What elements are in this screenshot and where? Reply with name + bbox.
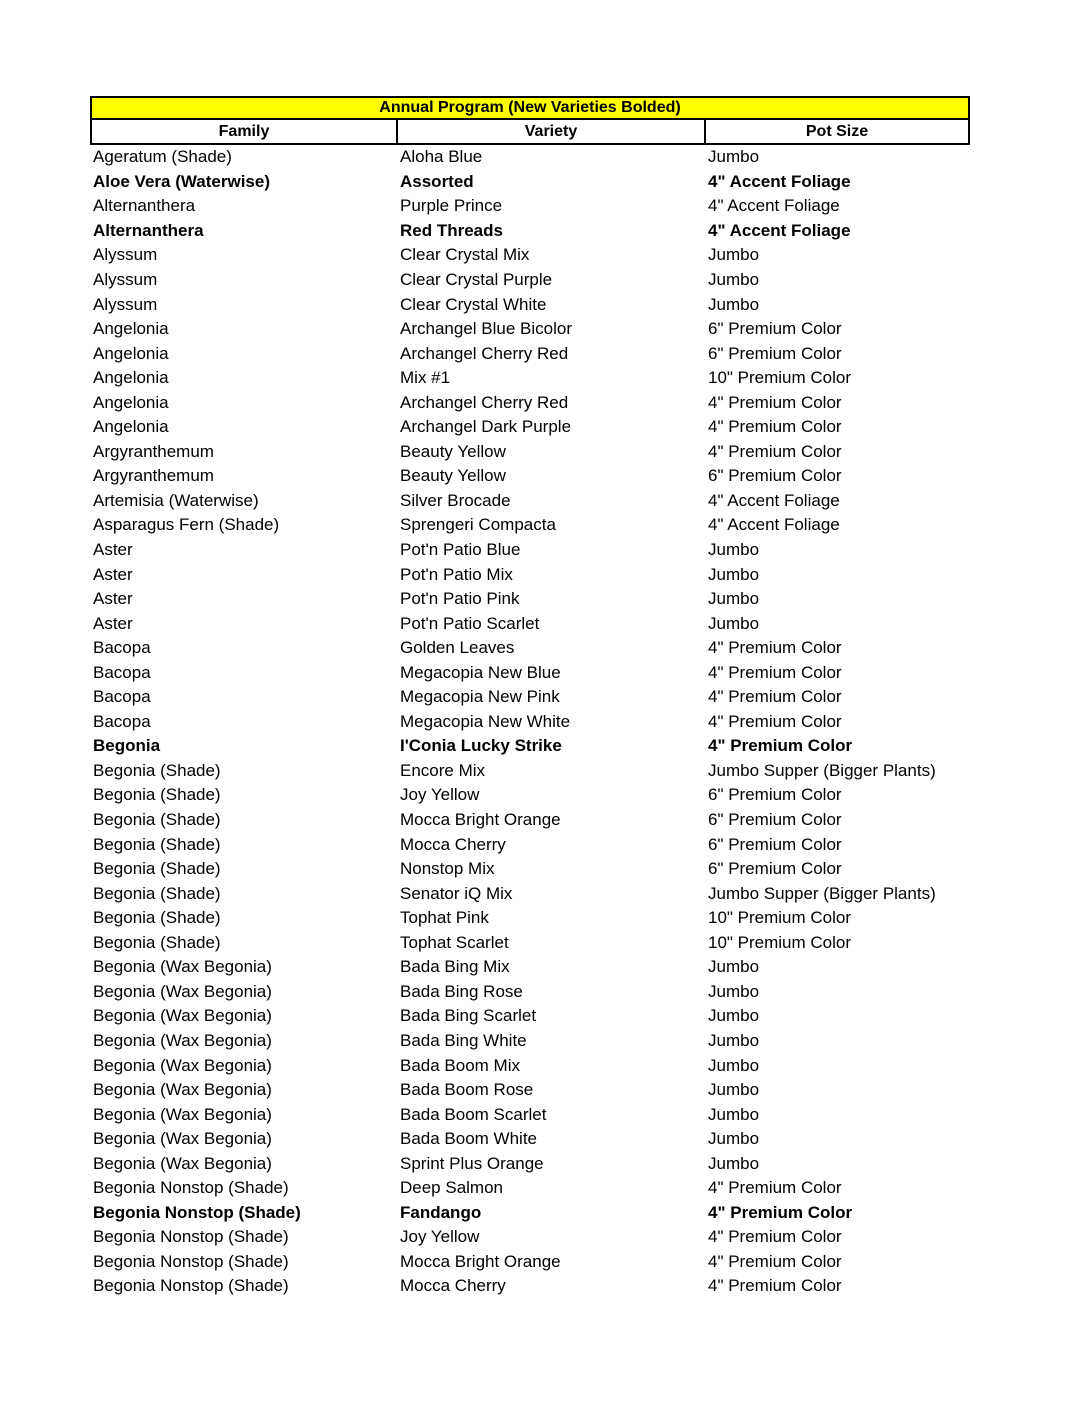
cell-pot-size: 6" Premium Color — [708, 466, 842, 486]
table-row — [90, 243, 970, 268]
cell-family: Begonia Nonstop (Shade) — [93, 1251, 289, 1271]
cell-family: Begonia (Wax Begonia) — [93, 1006, 272, 1026]
table-row — [90, 660, 970, 685]
table-row — [90, 1176, 970, 1201]
cell-variety: Archangel Dark Purple — [400, 417, 572, 437]
cell-family: Begonia — [93, 736, 161, 756]
cell-pot-size: Jumbo — [708, 540, 760, 560]
cell-pot-size: Jumbo — [708, 270, 760, 289]
cell-variety: Pot'n Patio Blue — [400, 540, 521, 560]
table-row — [90, 1225, 970, 1250]
cell-pot-size: 4" Premium Color — [708, 1251, 842, 1271]
cell-family: Begonia Nonstop (Shade) — [93, 1202, 301, 1222]
cell-variety: Tophat Scarlet — [400, 932, 509, 952]
cell-pot-size: Jumbo — [708, 957, 760, 977]
cell-pot-size: Jumbo Supper (Bigger Plants) — [708, 760, 936, 780]
cell-family: Begonia (Wax Begonia) — [93, 1153, 272, 1173]
table-header-row — [90, 120, 970, 145]
cell-pot-size: 4" Premium Color — [708, 687, 842, 707]
cell-variety: Sprint Plus Orange — [400, 1153, 544, 1173]
cell-pot-size: 4" Premium Color — [708, 1178, 842, 1198]
cell-variety: Purple Prince — [400, 196, 503, 216]
cell-pot-size: 4" Accent Foliage — [708, 171, 851, 191]
cell-variety: Archangel Cherry Red — [400, 392, 569, 412]
table-row — [90, 636, 970, 661]
cell-family: Alyssum — [93, 294, 158, 314]
cell-family: Bacopa — [93, 662, 151, 682]
table-row — [90, 734, 970, 759]
table-title: Annual Program (New Varieties Bolded) — [90, 96, 970, 120]
cell-family: Bacopa — [93, 711, 151, 731]
table-row — [90, 145, 970, 170]
cell-pot-size: 4" Premium Color — [708, 392, 842, 412]
table-row — [90, 1053, 970, 1078]
table-body — [90, 145, 970, 1299]
cell-pot-size: 6" Premium Color — [708, 785, 842, 805]
table-row — [90, 1127, 970, 1152]
cell-family: Alyssum — [93, 245, 158, 265]
cell-family: Begonia Nonstop (Shade) — [93, 1276, 289, 1296]
cell-variety: Silver Brocade — [400, 490, 511, 510]
table-row — [90, 464, 970, 489]
cell-variety: Clear Crystal Purple — [400, 270, 553, 289]
column-header-family: Family — [92, 120, 398, 143]
table-row — [90, 980, 970, 1005]
cell-family: Angelonia — [93, 343, 169, 363]
cell-family: Begonia (Wax Begonia) — [93, 1055, 272, 1075]
table-row — [90, 1250, 970, 1275]
column-header-variety: Variety — [398, 120, 706, 143]
table-row — [90, 1274, 970, 1299]
cell-pot-size: 4" Accent Foliage — [708, 515, 840, 535]
cell-pot-size: 4" Accent Foliage — [708, 196, 840, 216]
cell-pot-size: Jumbo — [708, 981, 760, 1001]
cell-variety: Fandango — [400, 1202, 482, 1222]
cell-pot-size: Jumbo — [708, 564, 760, 584]
cell-variety: Megacopia New Pink — [400, 687, 560, 707]
table-row — [90, 587, 970, 612]
cell-variety: Mocca Cherry — [400, 1276, 506, 1296]
cell-family: Aster — [93, 564, 133, 584]
cell-pot-size: 4" Accent Foliage — [708, 220, 851, 240]
cell-variety: Pot'n Patio Mix — [400, 564, 513, 584]
cell-pot-size: 4" Premium Color — [708, 441, 842, 461]
cell-family: Begonia Nonstop (Shade) — [93, 1178, 289, 1198]
cell-variety: Bada Boom Mix — [400, 1055, 520, 1075]
cell-variety: Golden Leaves — [400, 638, 515, 658]
table-row — [90, 1102, 970, 1127]
cell-pot-size: Jumbo — [708, 245, 760, 265]
cell-family: Begonia (Wax Begonia) — [93, 981, 272, 1001]
cell-family: Begonia Nonstop (Shade) — [93, 1227, 289, 1247]
cell-family: Angelonia — [93, 392, 169, 412]
cell-variety: Encore Mix — [400, 760, 486, 780]
cell-family: Begonia (Shade) — [93, 785, 221, 805]
cell-pot-size: 6" Premium Color — [708, 810, 842, 830]
cell-variety: Archangel Cherry Red — [400, 343, 569, 363]
cell-family: Bacopa — [93, 638, 151, 658]
cell-family: Begonia (Wax Begonia) — [93, 1080, 272, 1100]
table-row — [90, 366, 970, 391]
table-row — [90, 1151, 970, 1176]
table-row — [90, 1029, 970, 1054]
cell-family: Alyssum — [93, 270, 158, 289]
cell-pot-size: 4" Premium Color — [708, 711, 842, 731]
cell-pot-size: 4" Premium Color — [708, 662, 842, 682]
cell-pot-size: 6" Premium Color — [708, 319, 842, 339]
cell-variety: Bada Bing White — [400, 1030, 527, 1050]
cell-variety: Megacopia New Blue — [400, 662, 561, 682]
table-row — [90, 341, 970, 366]
table-row — [90, 808, 970, 833]
cell-variety: Pot'n Patio Pink — [400, 589, 520, 609]
cell-family: Begonia (Wax Begonia) — [93, 1104, 272, 1124]
cell-pot-size: Jumbo — [708, 1129, 760, 1149]
cell-family: Aster — [93, 540, 133, 560]
cell-family: Angelonia — [93, 319, 169, 339]
table-row — [90, 538, 970, 563]
table-row — [90, 562, 970, 587]
cell-variety: Sprengeri Compacta — [400, 515, 556, 535]
cell-variety: Bada Boom White — [400, 1129, 538, 1149]
cell-pot-size: Jumbo — [708, 613, 760, 633]
cell-variety: Joy Yellow — [400, 1227, 480, 1247]
cell-variety: Pot'n Patio Scarlet — [400, 613, 540, 633]
cell-variety: Mocca Bright Orange — [400, 810, 561, 830]
table-row — [90, 268, 970, 293]
cell-pot-size: 6" Premium Color — [708, 834, 842, 854]
cell-family: Aster — [93, 613, 133, 633]
cell-pot-size: 4" Premium Color — [708, 1202, 853, 1222]
cell-pot-size: 4" Accent Foliage — [708, 490, 840, 510]
cell-variety: Aloha Blue — [400, 147, 483, 167]
table-row — [90, 415, 970, 440]
table-row — [90, 513, 970, 538]
table-row — [90, 881, 970, 906]
table-row — [90, 931, 970, 956]
cell-pot-size: Jumbo — [708, 1030, 760, 1050]
table-row — [90, 611, 970, 636]
cell-variety: Deep Salmon — [400, 1178, 504, 1198]
cell-pot-size: Jumbo — [708, 294, 760, 314]
cell-family: Alternanthera — [93, 220, 204, 240]
table-row — [90, 390, 970, 415]
cell-family: Begonia (Shade) — [93, 834, 221, 854]
cell-pot-size: Jumbo — [708, 1006, 760, 1026]
cell-family: Begonia (Wax Begonia) — [93, 1030, 272, 1050]
cell-pot-size: Jumbo — [708, 1153, 760, 1173]
cell-family: Begonia (Shade) — [93, 932, 221, 952]
table-row — [90, 170, 970, 195]
cell-variety: Beauty Yellow — [400, 466, 506, 486]
table-row — [90, 219, 970, 244]
cell-family: Begonia (Shade) — [93, 760, 221, 780]
cell-variety: Mocca Bright Orange — [400, 1251, 561, 1271]
cell-variety: Joy Yellow — [400, 785, 480, 805]
cell-variety: Beauty Yellow — [400, 441, 506, 461]
cell-pot-size: Jumbo — [708, 589, 760, 609]
cell-variety: Megacopia New White — [400, 711, 571, 731]
cell-pot-size: Jumbo — [708, 147, 760, 167]
cell-family: Argyranthemum — [93, 466, 214, 486]
cell-pot-size: Jumbo — [708, 1104, 760, 1124]
table-row — [90, 685, 970, 710]
table-row — [90, 906, 970, 931]
table-row — [90, 955, 970, 980]
column-header-pot-size: Pot Size — [805, 122, 869, 140]
table-row — [90, 832, 970, 857]
cell-family: Aster — [93, 589, 133, 609]
cell-family: Aloe Vera (Waterwise) — [93, 171, 270, 191]
cell-family: Begonia (Wax Begonia) — [93, 957, 272, 977]
cell-variety: Bada Bing Scarlet — [400, 1006, 537, 1026]
cell-pot-size: 10" Premium Color — [708, 908, 852, 928]
cell-family: Begonia (Wax Begonia) — [93, 1129, 272, 1149]
cell-variety: Mocca Cherry — [400, 834, 506, 854]
cell-variety: I'Conia Lucky Strike — [400, 736, 562, 756]
cell-family: Bacopa — [93, 687, 151, 707]
table-row — [90, 783, 970, 808]
cell-variety: Bada Bing Mix — [400, 957, 510, 977]
cell-pot-size: 10" Premium Color — [708, 932, 852, 952]
cell-family: Begonia (Shade) — [93, 883, 221, 903]
cell-family: Angelonia — [93, 368, 169, 388]
table-row — [90, 710, 970, 735]
cell-variety: Bada Bing Rose — [400, 981, 523, 1001]
table-row — [90, 194, 970, 219]
cell-pot-size: Jumbo — [708, 1055, 760, 1075]
cell-pot-size: Jumbo — [708, 1080, 760, 1100]
cell-variety: Bada Boom Rose — [400, 1080, 534, 1100]
table-row — [90, 292, 970, 317]
table-row — [90, 759, 970, 784]
table-row — [90, 1201, 970, 1226]
plant-program-table — [90, 96, 970, 1299]
cell-family: Asparagus Fern (Shade) — [93, 515, 280, 535]
cell-pot-size: 4" Premium Color — [708, 417, 842, 437]
cell-variety: Archangel Blue Bicolor — [400, 319, 572, 339]
cell-family: Argyranthemum — [93, 441, 214, 461]
cell-family: Artemisia (Waterwise) — [93, 490, 259, 510]
cell-family: Begonia (Shade) — [93, 859, 221, 879]
cell-pot-size: 6" Premium Color — [708, 859, 842, 879]
cell-variety: Clear Crystal White — [400, 294, 547, 314]
cell-pot-size: 4" Premium Color — [708, 1227, 842, 1247]
cell-family: Alternanthera — [93, 196, 196, 216]
cell-family: Begonia (Shade) — [93, 810, 221, 830]
cell-variety: Red Threads — [400, 220, 503, 240]
table-row — [90, 489, 970, 514]
cell-variety: Nonstop Mix — [400, 859, 495, 879]
cell-pot-size: Jumbo Supper (Bigger Plants) — [708, 883, 936, 903]
table-row — [90, 857, 970, 882]
cell-variety: Assorted — [400, 171, 474, 191]
cell-variety: Tophat Pink — [400, 908, 489, 928]
cell-pot-size: 10" Premium Color — [708, 368, 852, 388]
cell-variety: Mix #1 — [400, 368, 451, 388]
cell-pot-size: 6" Premium Color — [708, 343, 842, 363]
cell-variety: Bada Boom Scarlet — [400, 1104, 547, 1124]
table-row — [90, 1004, 970, 1029]
cell-pot-size: 4" Premium Color — [708, 1276, 842, 1296]
table-row — [90, 1078, 970, 1103]
table-row — [90, 440, 970, 465]
cell-family: Angelonia — [93, 417, 169, 437]
cell-pot-size: 4" Premium Color — [708, 638, 842, 658]
cell-pot-size: 4" Premium Color — [708, 736, 853, 756]
cell-family: Ageratum (Shade) — [93, 147, 232, 167]
table-row — [90, 317, 970, 342]
cell-variety: Senator iQ Mix — [400, 883, 513, 903]
cell-variety: Clear Crystal Mix — [400, 245, 530, 265]
cell-family: Begonia (Shade) — [93, 908, 221, 928]
